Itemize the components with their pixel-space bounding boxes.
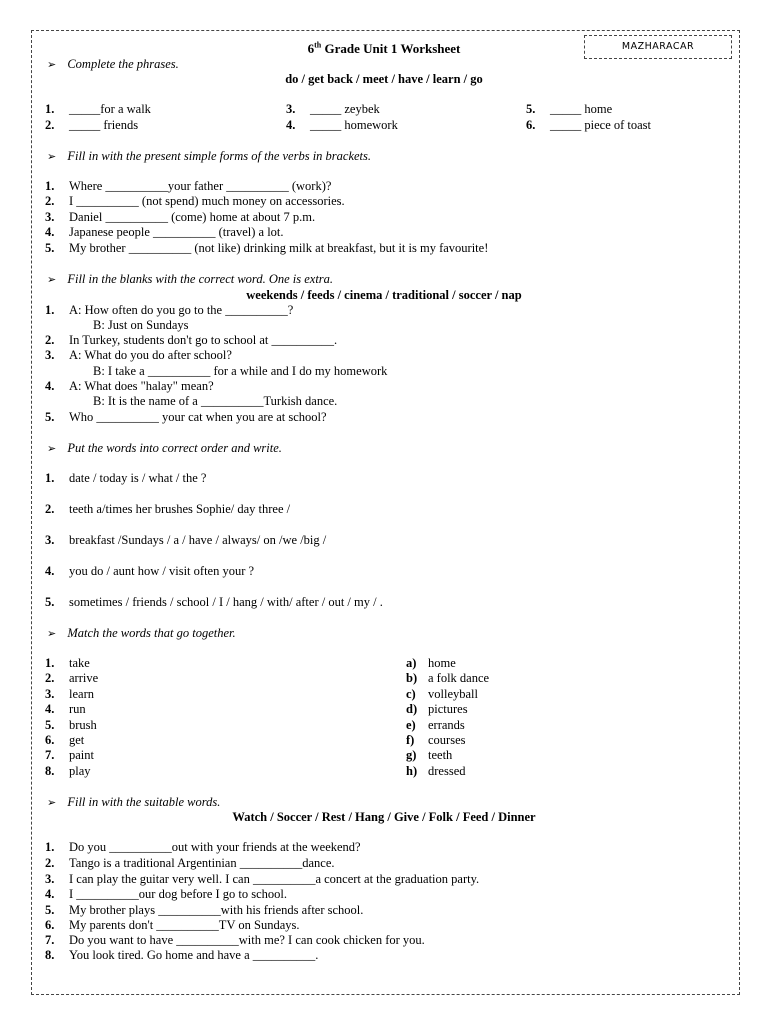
section-3-word-bank: weekends / feeds / cinema / traditional / soccer / nap: [246, 288, 522, 302]
section-5-instruction: Match the words that go together.: [67, 626, 236, 640]
list-item: 6. _____ piece of toast: [526, 118, 652, 132]
section-2-instruction: Fill in with the present simple forms of the verbs in brackets.: [67, 149, 372, 163]
list-item: 8. You look tired. Go home and have a __________.: [45, 948, 319, 962]
section-1-instruction-row: [47, 57, 179, 73]
section-6-instruction: Fill in with the suitable words.: [67, 795, 221, 809]
list-item: 3. Daniel __________ (come) home at about 7 p.m.: [45, 210, 316, 224]
list-item-response: B: Just on Sundays: [93, 318, 189, 332]
match-right-item: f) courses: [406, 733, 466, 747]
list-item: 3. _____ zeybek: [286, 102, 380, 116]
list-item: 1. _____for a walk: [45, 102, 151, 116]
title-text: Grade Unit 1 Worksheet: [321, 41, 461, 56]
match-right-item: e) errands: [406, 718, 465, 732]
list-item: 4. Japanese people __________ (travel) a lot.: [45, 225, 284, 239]
match-left-item: 7. paint: [45, 748, 94, 762]
list-item: 2. teeth a/times her brushes Sophie/ day three /: [45, 502, 291, 516]
bullet-arrow-icon: ➢: [47, 151, 57, 163]
section-3-instruction-row: [47, 272, 333, 288]
author-stamp: MAZHARACAR: [584, 35, 732, 59]
match-right-item: a) home: [406, 656, 456, 670]
match-right-item: c) volleyball: [406, 687, 478, 701]
match-right-item: d) pictures: [406, 702, 468, 716]
section-1-instruction: Complete the phrases.: [67, 57, 179, 71]
list-item: 4. you do / aunt how / visit often your ?: [45, 564, 255, 578]
bullet-arrow-icon: ➢: [47, 443, 57, 455]
list-item: 3. A: What do you do after school?: [45, 348, 232, 362]
match-left-item: 3. learn: [45, 687, 94, 701]
section-4-instruction-row: [47, 441, 282, 457]
list-item: 5. sometimes / friends / school / I / hang / with/ after / out / my / .: [45, 595, 383, 609]
bullet-arrow-icon: ➢: [47, 797, 57, 809]
list-item-response: B: I take a __________ for a while and I do my homework: [93, 364, 388, 378]
match-left-item: 5. brush: [45, 718, 97, 732]
section-1-word-bank: do / get back / meet / have / learn / go: [285, 72, 483, 86]
bullet-arrow-icon: ➢: [47, 628, 57, 640]
bullet-arrow-icon: ➢: [47, 274, 57, 286]
page-title: [0, 41, 768, 56]
match-left-item: 8. play: [45, 764, 91, 778]
list-item: 4. I __________our dog before I go to school.: [45, 887, 288, 901]
match-right-item: h) dressed: [406, 764, 466, 778]
list-item: 7. Do you want to have __________with me? I can cook chicken for you.: [45, 933, 425, 947]
list-item: 1. date / today is / what / the ?: [45, 471, 207, 485]
list-item-response: B: It is the name of a __________Turkish dance.: [93, 394, 338, 408]
section-6-instruction-row: [47, 795, 220, 811]
list-item: 2. I __________ (not spend) much money on accessories.: [45, 194, 345, 208]
list-item: 5. Who __________ your cat when you are at school?: [45, 410, 327, 424]
list-item: 5. My brother __________ (not like) drinking milk at breakfast, but it is my favourite!: [45, 241, 489, 255]
title-superscript: th: [314, 40, 322, 50]
section-2-instruction-row: [47, 149, 371, 165]
list-item: 1. Do you __________out with your friends at the weekend?: [45, 840, 361, 854]
section-4-instruction: Put the words into correct order and write.: [67, 441, 282, 455]
list-item: 2. In Turkey, students don't go to school at __________.: [45, 333, 338, 347]
match-left-item: 4. run: [45, 702, 86, 716]
list-item: 5. My brother plays __________with his friends after school.: [45, 903, 364, 917]
list-item: 1. A: How often do you go to the __________?: [45, 303, 294, 317]
match-left-item: 6. get: [45, 733, 85, 747]
list-item: 1. Where __________your father __________ (work)?: [45, 179, 332, 193]
list-item: 6. My parents don't __________TV on Sundays.: [45, 918, 300, 932]
title-grade: 6: [307, 41, 315, 56]
match-left-item: 1. take: [45, 656, 90, 670]
list-item: 2. _____ friends: [45, 118, 139, 132]
match-right-item: b) a folk dance: [406, 671, 490, 685]
bullet-arrow-icon: ➢: [47, 59, 57, 71]
list-item: 4. _____ homework: [286, 118, 398, 132]
section-5-instruction-row: [47, 626, 236, 642]
section-6-word-bank: Watch / Soccer / Rest / Hang / Give / Folk / Feed / Dinner: [232, 810, 536, 824]
match-right-item: g) teeth: [406, 748, 453, 762]
list-item: 5. _____ home: [526, 102, 613, 116]
match-left-item: 2. arrive: [45, 671, 99, 685]
list-item: 2. Tango is a traditional Argentinian __________dance.: [45, 856, 335, 870]
list-item: 3. breakfast /Sundays / a / have / always/ on /we /big /: [45, 533, 327, 547]
list-item: 3. I can play the guitar very well. I can __________a concert at the graduation party.: [45, 872, 480, 886]
section-3-instruction: Fill in the blanks with the correct word. One is extra.: [67, 272, 334, 286]
list-item: 4. A: What does "halay" mean?: [45, 379, 214, 393]
